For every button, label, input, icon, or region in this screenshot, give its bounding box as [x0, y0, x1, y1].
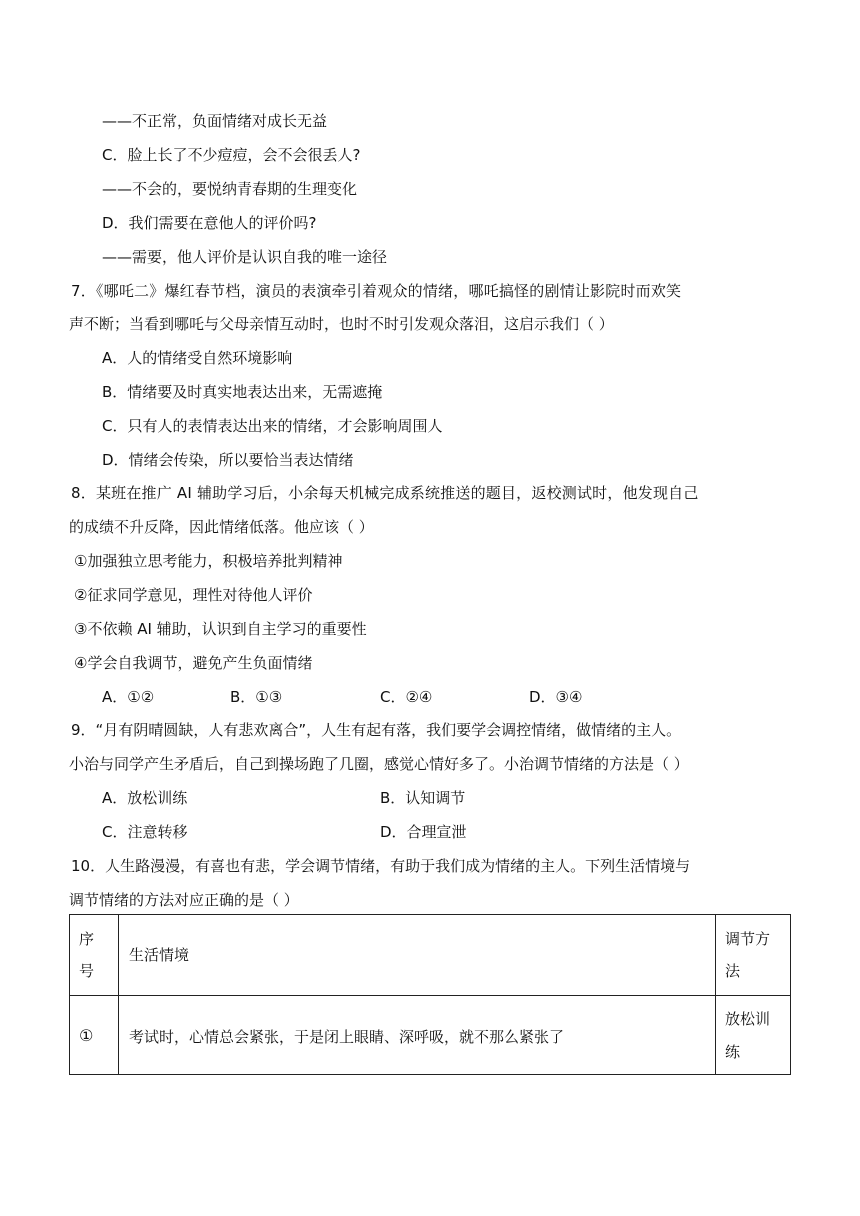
q9-option-a: A．放松训练: [102, 789, 188, 807]
table-header-row: [70, 915, 790, 996]
q6-option-d: D．我们需要在意他人的评价吗?: [102, 214, 317, 232]
q8-item-1: ①加强独立思考能力，积极培养批判精神: [74, 552, 343, 570]
q8-item-3: ③不依赖 AI 辅助，认识到自主学习的重要性: [74, 620, 367, 638]
q8-option-d: D．③④: [529, 688, 583, 706]
header-scene: 生活情境: [129, 946, 190, 964]
q8-option-c: C．②④: [380, 688, 433, 706]
q10-stem-line1: 10．人生路漫漫，有喜也有悲，学会调节情绪，有助于我们成为情绪的主人。下列生活情境与: [71, 857, 691, 875]
q7-option-c: C．只有人的表情表达出来的情绪，才会影响周围人: [102, 417, 443, 435]
q9-option-d: D．合理宣泄: [380, 823, 467, 841]
header-num-line2: 号: [79, 962, 95, 980]
q8-option-a: A．①②: [102, 688, 155, 706]
row1-method-line1: 放松训: [725, 1010, 771, 1028]
q10-stem-line2: 调节情绪的方法对应正确的是（ ）: [69, 891, 299, 909]
row1-num: ①: [79, 1026, 94, 1045]
q8-item-2: ②征求同学意见，理性对待他人评价: [74, 586, 313, 604]
q9-option-b: B．认知调节: [380, 789, 466, 807]
q9-stem-line1: 9．“月有阴晴圆缺，人有悲欢离合”，人生有起有落，我们要学会调控情绪，做情绪的主人。: [71, 721, 682, 739]
q7-stem-line1: 7．《哪吒二》爆红春节档，演员的表演牵引着观众的情绪，哪吒搞怪的剧情让影院时而欢笑: [71, 282, 682, 300]
q10-table: [69, 914, 791, 1075]
q7-option-b: B．情绪要及时真实地表达出来，无需遮掩: [102, 383, 383, 401]
q7-option-d: D．情绪会传染，所以要恰当表达情绪: [102, 451, 354, 469]
q9-stem-line2: 小治与同学产生矛盾后，自己到操场跑了几圈，感觉心情好多了。小治调节情绪的方法是（ ）: [69, 755, 689, 773]
header-method-line1: 调节方: [725, 930, 771, 948]
q8-item-4: ④学会自我调节，避免产生负面情绪: [74, 654, 313, 672]
q6-answer-c: ——不会的，要悦纳青春期的生理变化: [102, 180, 358, 198]
header-method-line2: 法: [725, 962, 741, 980]
q9-option-c: C．注意转移: [102, 823, 188, 841]
q7-option-a: A．人的情绪受自然环境影响: [102, 349, 293, 367]
q7-stem-line2: 声不断；当看到哪吒与父母亲情互动时，也时不时引发观众落泪，这启示我们（ ）: [69, 315, 614, 333]
q8-stem-line2: 的成绩不升反降，因此情绪低落。他应该（ ）: [69, 518, 374, 536]
q8-option-b: B．①③: [230, 688, 283, 706]
header-num-line1: 序: [79, 930, 95, 948]
table-row: [70, 996, 790, 1075]
row1-method-line2: 练: [725, 1043, 741, 1061]
row1-scene: 考试时，心情总会紧张，于是闭上眼睛、深呼吸，就不那么紧张了: [129, 1028, 565, 1046]
q8-stem-line1: 8．某班在推广 AI 辅助学习后，小余每天机械完成系统推送的题目，返校测试时，他发现自己: [71, 484, 699, 502]
q6-answer-d: ——需要，他人评价是认识自我的唯一途径: [102, 248, 388, 266]
q6-answer-b: ——不正常，负面情绪对成长无益: [102, 112, 328, 130]
q6-option-c: C．脸上长了不少痘痘，会不会很丢人?: [102, 146, 361, 164]
